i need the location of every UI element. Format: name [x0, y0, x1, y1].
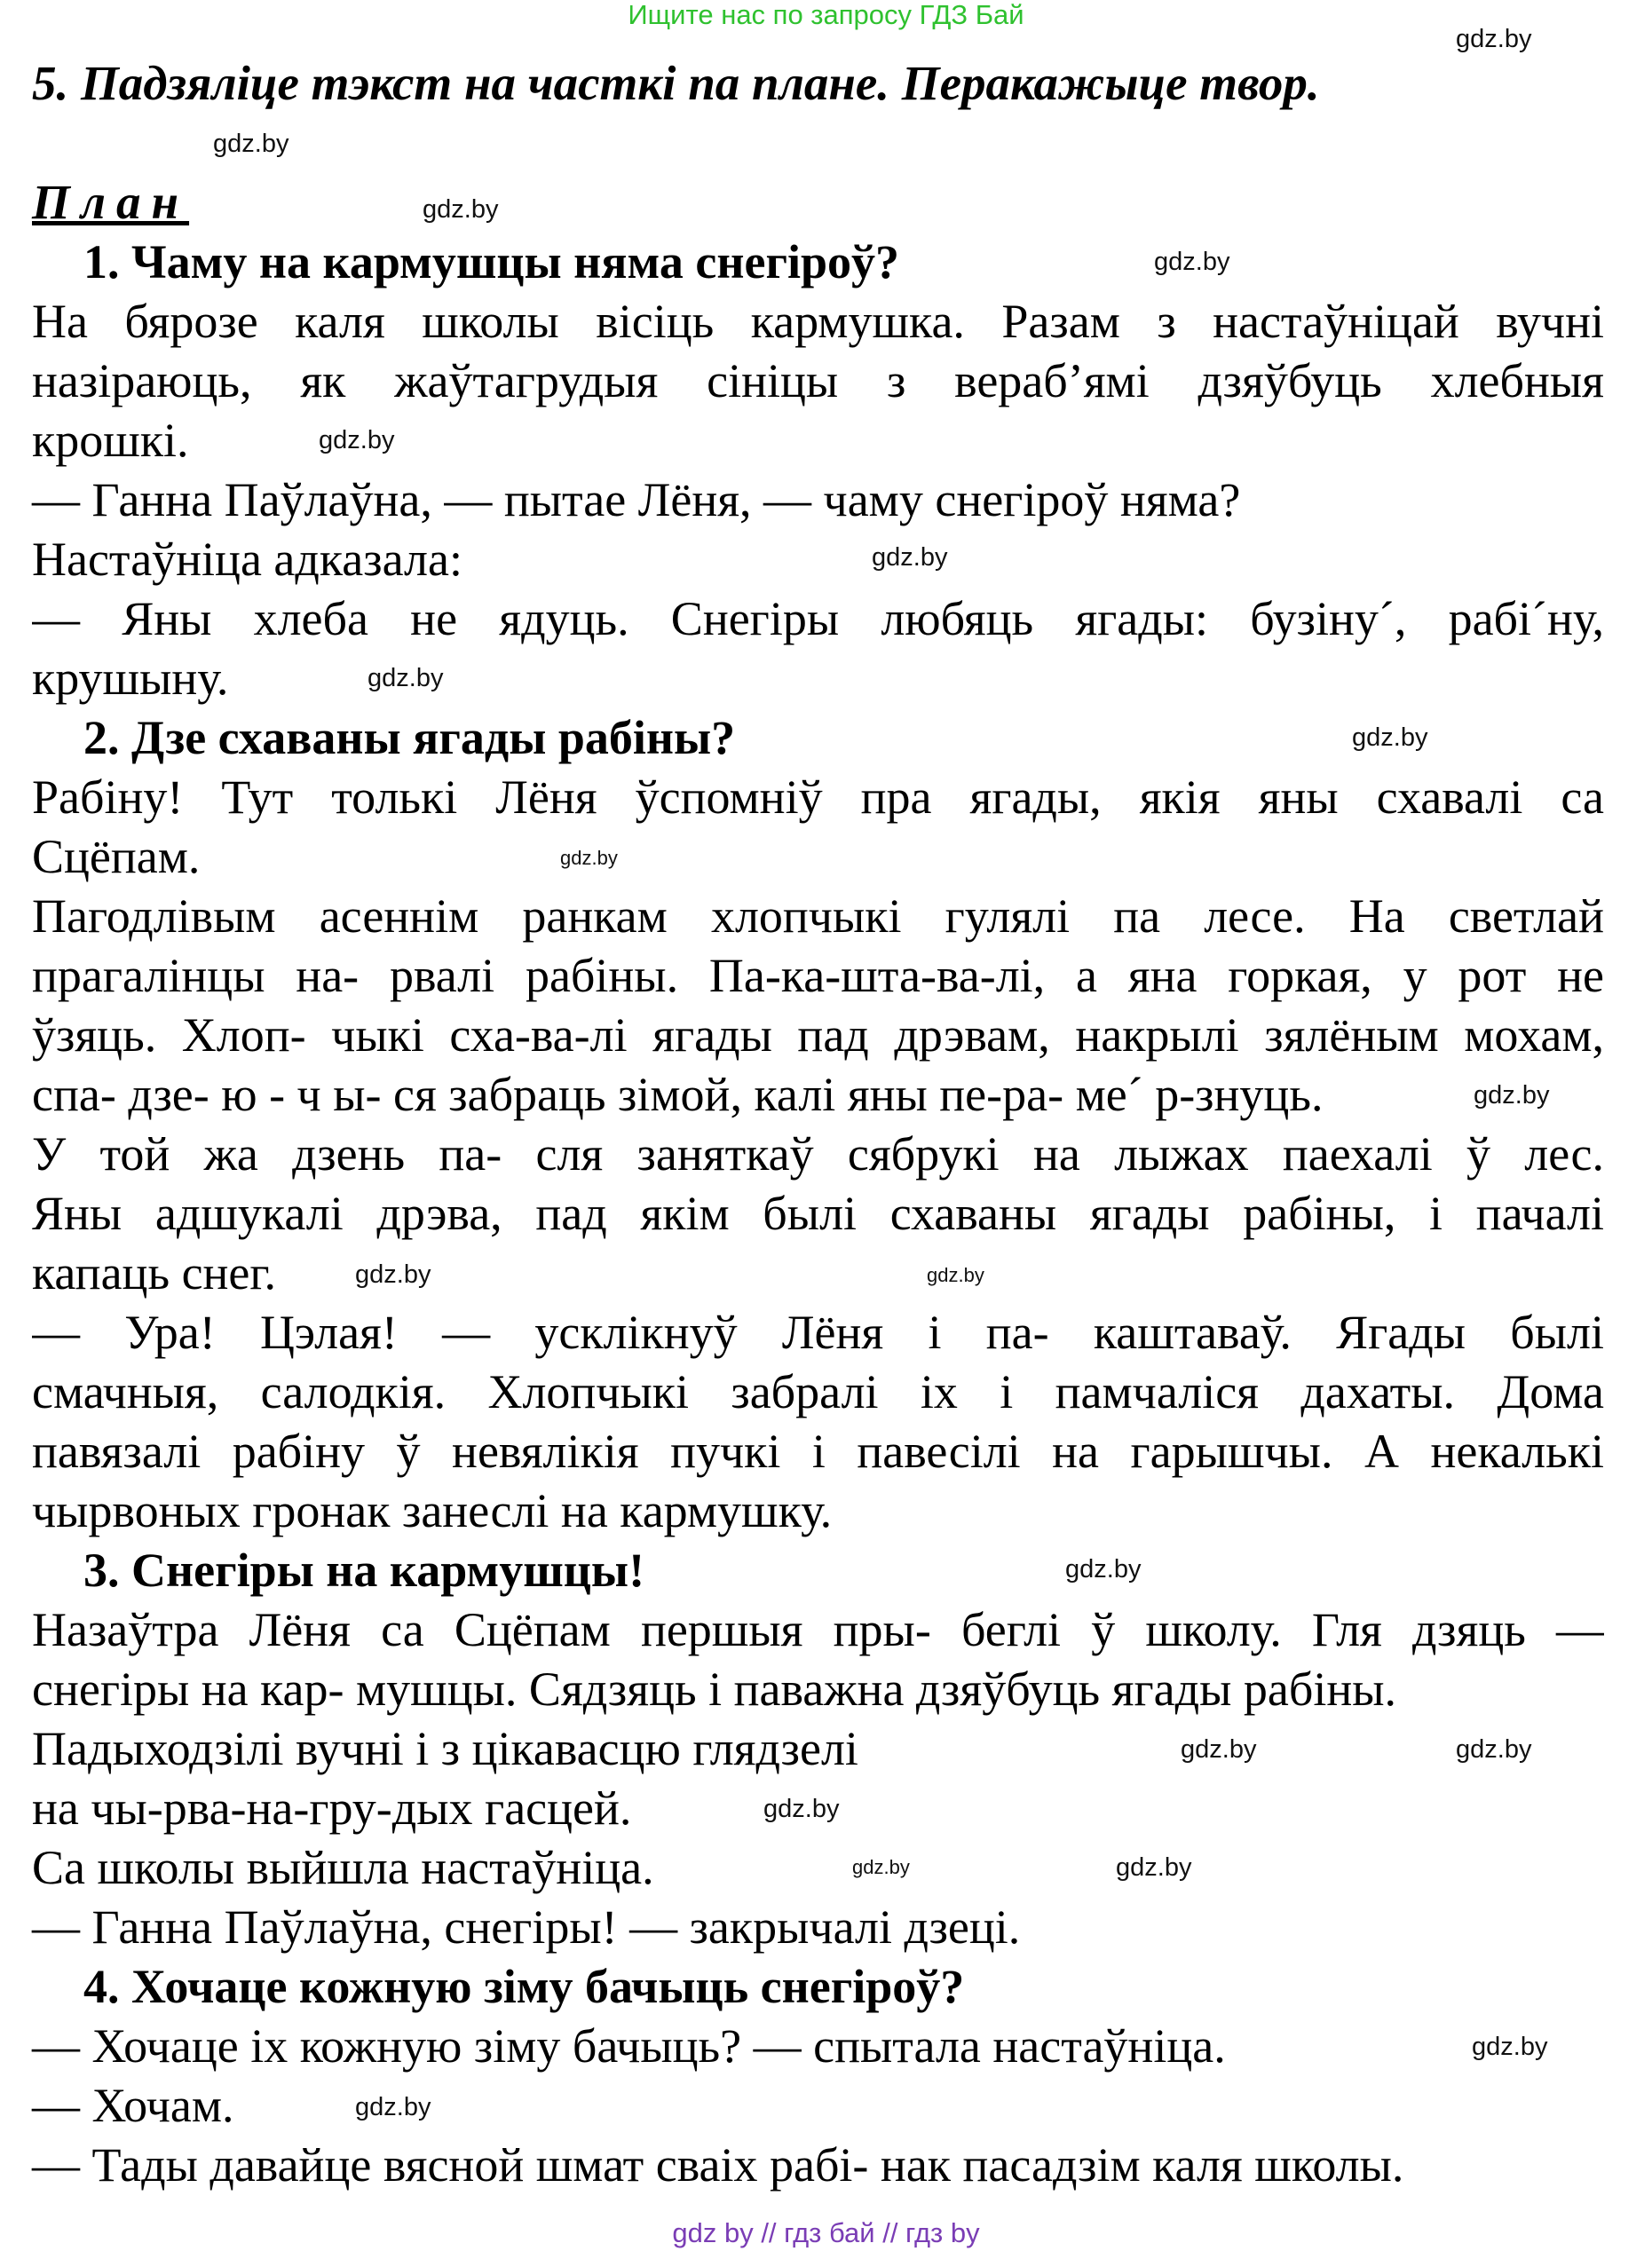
text-line: на чы-рва-на-гру-дых гасцей. — [32, 1781, 632, 1835]
text-line: крушыну. — [32, 652, 229, 705]
text-line: — Тады давайце вясной шмат сваіх рабі- нак пасадзім каля школы. — [32, 2138, 1404, 2192]
watermark: gdz.by — [1474, 1081, 1550, 1110]
text-line: Сцёпам. — [32, 830, 201, 883]
text-line: смачныя, салодкія. Хлопчыкі забралі іх і памчаліся дахаты. Дома — [32, 1365, 1604, 1418]
plan-item-heading: 2. Дзе схаваны ягады рабіны? — [83, 711, 736, 764]
text-line: павязалі рабіну ў невялікія пучкі і павесілі на гарышчы. А некалькі — [32, 1425, 1604, 1478]
watermark: gdz.by — [423, 195, 499, 224]
text-line: — Ганна Паўлаўна, — пытае Лёня, — чаму снегіроў няма? — [32, 473, 1241, 526]
watermark: gdz.by — [560, 847, 618, 869]
text-line: Са школы выйшла настаўніца. — [32, 1841, 654, 1894]
text-line: Яны адшукалі дрэва, пад якім былі схаваны ягады рабіны, і пачалі — [32, 1187, 1604, 1240]
footer-links[interactable]: gdz by // гдз бай // гдз by — [672, 2217, 980, 2248]
search-banner-link[interactable]: Ищите нас по запросу ГДЗ Бай — [628, 0, 1024, 30]
text-line: прагалінцы на- рвалі рабіны. Па-ка-шта-ва-лі, а яна горкая, у рот не — [32, 949, 1604, 1002]
watermark: gdz.by — [1456, 1735, 1532, 1764]
text-line: ўзяць. Хлоп- чыкі сха-ва-лі ягады пад дрэвам, накрылі зялёным мохам, — [32, 1008, 1604, 1062]
watermark: gdz.by — [368, 664, 444, 692]
text-line: На бярозе каля школы вісіць кармушка. Разам з настаўніцай вучні — [32, 295, 1604, 348]
text-line: Рабіну! Тут толькі Лёня ўспомніў пра ягады, якія яны схавалі са — [32, 770, 1604, 824]
text-line: Падыходзілі вучні і з цікавасцю глядзелі — [32, 1722, 858, 1775]
watermark: gdz.by — [1116, 1853, 1192, 1882]
plan-heading: План — [32, 175, 190, 229]
watermark: gdz.by — [1352, 723, 1428, 752]
text-line: Настаўніца адказала: — [32, 533, 462, 586]
watermark: gdz.by — [1472, 2033, 1548, 2061]
text-line: снегіры на кар- мушцы. Сядзяць і паважна дзяўбуць ягады рабіны. — [32, 1663, 1396, 1716]
story-text — [32, 233, 1604, 2195]
text-line: — Хочам. — [32, 2079, 234, 2132]
watermark: gdz.by — [1181, 1735, 1257, 1764]
watermark: gdz.by — [355, 1260, 431, 1289]
text-line: Пагодлівым асеннім ранкам хлопчыкі гулялі па лесе. На светлай — [32, 889, 1604, 943]
text-line: капаць снег. — [32, 1246, 276, 1299]
watermark: gdz.by — [1065, 1555, 1142, 1584]
text-line: — Ура! Цэлая! — усклікнуў Лёня і па- каштаваў. Ягады былі — [32, 1306, 1604, 1359]
watermark: gdz.by — [852, 1856, 910, 1878]
text-line: чырвоных гронак занеслі на кармушку. — [32, 1484, 833, 1537]
watermark: gdz.by — [355, 2093, 431, 2121]
text-line: спа- дзе- ю - ч ы- ся забраць зімой, калі яны пе-ра- ме´ р-знуць. — [32, 1068, 1324, 1121]
watermark: gdz.by — [213, 130, 289, 158]
watermark: gdz.by — [927, 1264, 984, 1286]
text-line: назіраюць, як жаўтагрудыя сініцы з вераб’ямі дзяўбуць хлебныя — [32, 354, 1604, 407]
watermark: gdz.by — [319, 426, 395, 454]
text-line: — Ганна Паўлаўна, снегіры! — закрычалі дзеці. — [32, 1900, 1021, 1954]
plan-item-heading: 3. Снегіры на кармушцы! — [83, 1544, 645, 1597]
plan-item-heading: 1. Чаму на кармушцы няма снегіроў? — [83, 235, 900, 288]
text-line: Назаўтра Лёня са Сцёпам першыя пры- беглі ў школу. Гля дзяць — — [32, 1603, 1604, 1656]
watermark: gdz.by — [1456, 25, 1532, 53]
text-line: — Хочаце іх кожную зіму бачыць? — спытала настаўніца. — [32, 2019, 1226, 2073]
plan-item-heading: 4. Хочаце кожную зіму бачыць снегіроў? — [83, 1960, 965, 2013]
text-line: крошкі. — [32, 414, 189, 467]
text-line: У той жа дзень па- сля заняткаў сябрукі на лыжах паехалі ў лес. — [32, 1127, 1604, 1181]
watermark: gdz.by — [1154, 248, 1230, 276]
watermark: gdz.by — [763, 1795, 840, 1823]
task-title: 5. Падзяліце тэкст на часткі па плане. Перакажыце твор. — [32, 56, 1320, 110]
text-line: — Яны хлеба не ядуць. Снегіры любяць ягады: бузіну´, рабі´ну, — [32, 592, 1604, 645]
watermark: gdz.by — [872, 543, 948, 572]
